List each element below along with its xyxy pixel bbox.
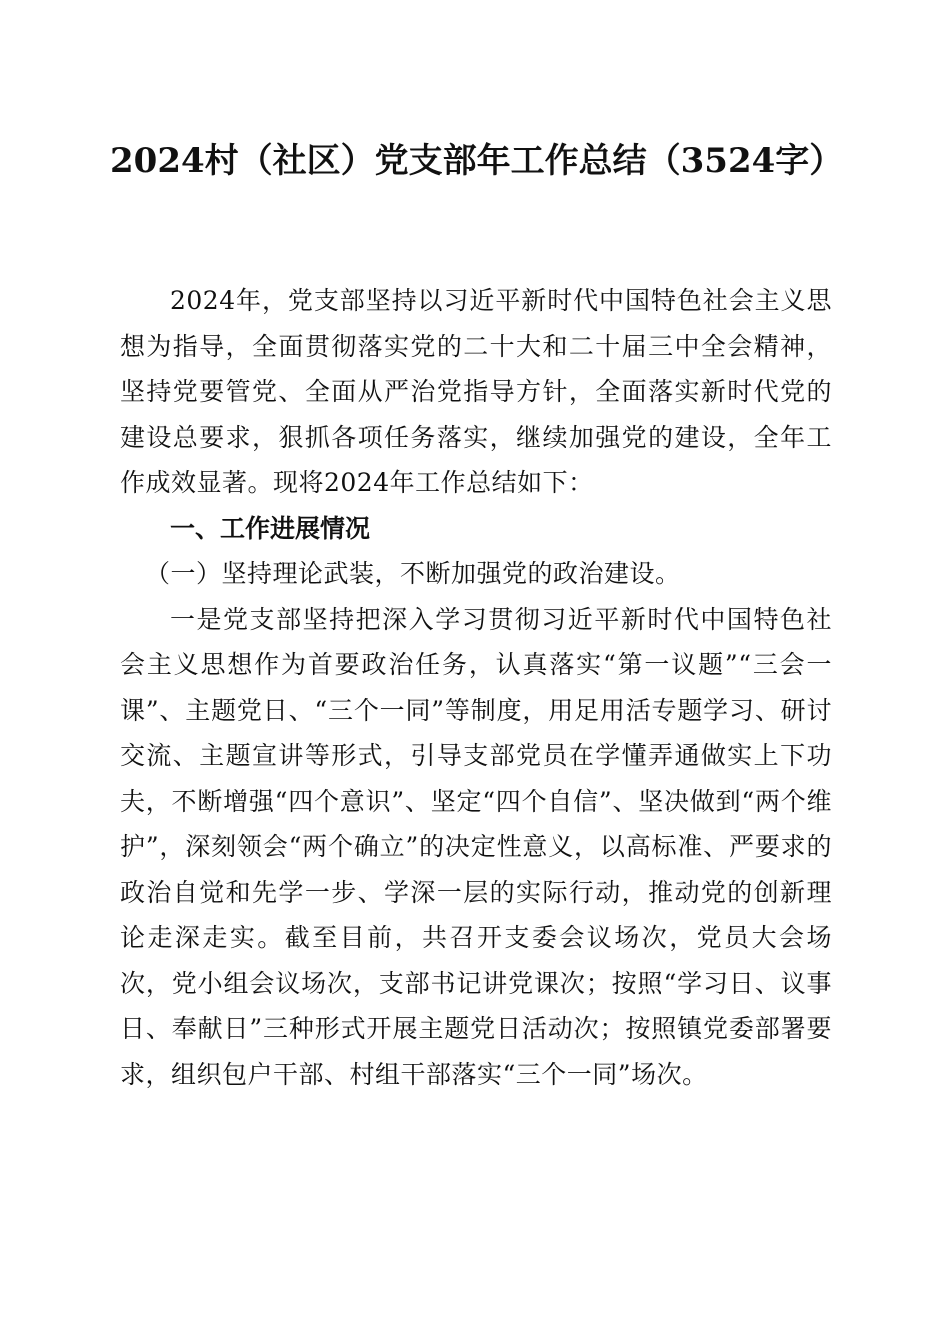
document-body bbox=[120, 278, 832, 1097]
section-heading: 一、工作进展情况 bbox=[170, 513, 371, 543]
body-paragraph: 一是党支部坚持把深入学习贯彻习近平新时代中国特色社会主义思想作为首要政治任务，认真落实“第一议题”“三会一课”、主题党日、“三个一同”等制度，用足用活专题学习、研讨交流、主题宣讲等形式，引导支部党员在学懂弄通做实上下功夫，不断增强“四个意识”、坚定“四个自信”、坚决做到“两个维护”，深刻领会“两个确立”的决定性意义，以高标准、严要求的政治自觉和先学一步、学深一层的实际行动，推动党的创新理论走深走实。截至目前，共召开支委会议场次，党员大会场次，党小组会议场次，支部书记讲党课次；按照“学习日、议事日、奉献日”三种形式开展主题党日活动次；按照镇党委部署要求，组织包户干部、村组干部落实“三个一同”场次。 bbox=[120, 604, 832, 1089]
document-title: 2024村（社区）党支部年工作总结（3524字） bbox=[110, 141, 844, 181]
intro-paragraph: 2024年，党支部坚持以习近平新时代中国特色社会主义思想为指导，全面贯彻落实党的二十大和二十届三中全会精神，坚持党要管党、全面从严治党指导方针，全面落实新时代党的建设总要求，狠抓各项任务落实，继续加强党的建设，全年工作成效显著。现将2024年工作总结如下： bbox=[120, 286, 832, 497]
subsection-heading: （一）坚持理论武装，不断加强党的政治建设。 bbox=[145, 559, 681, 588]
